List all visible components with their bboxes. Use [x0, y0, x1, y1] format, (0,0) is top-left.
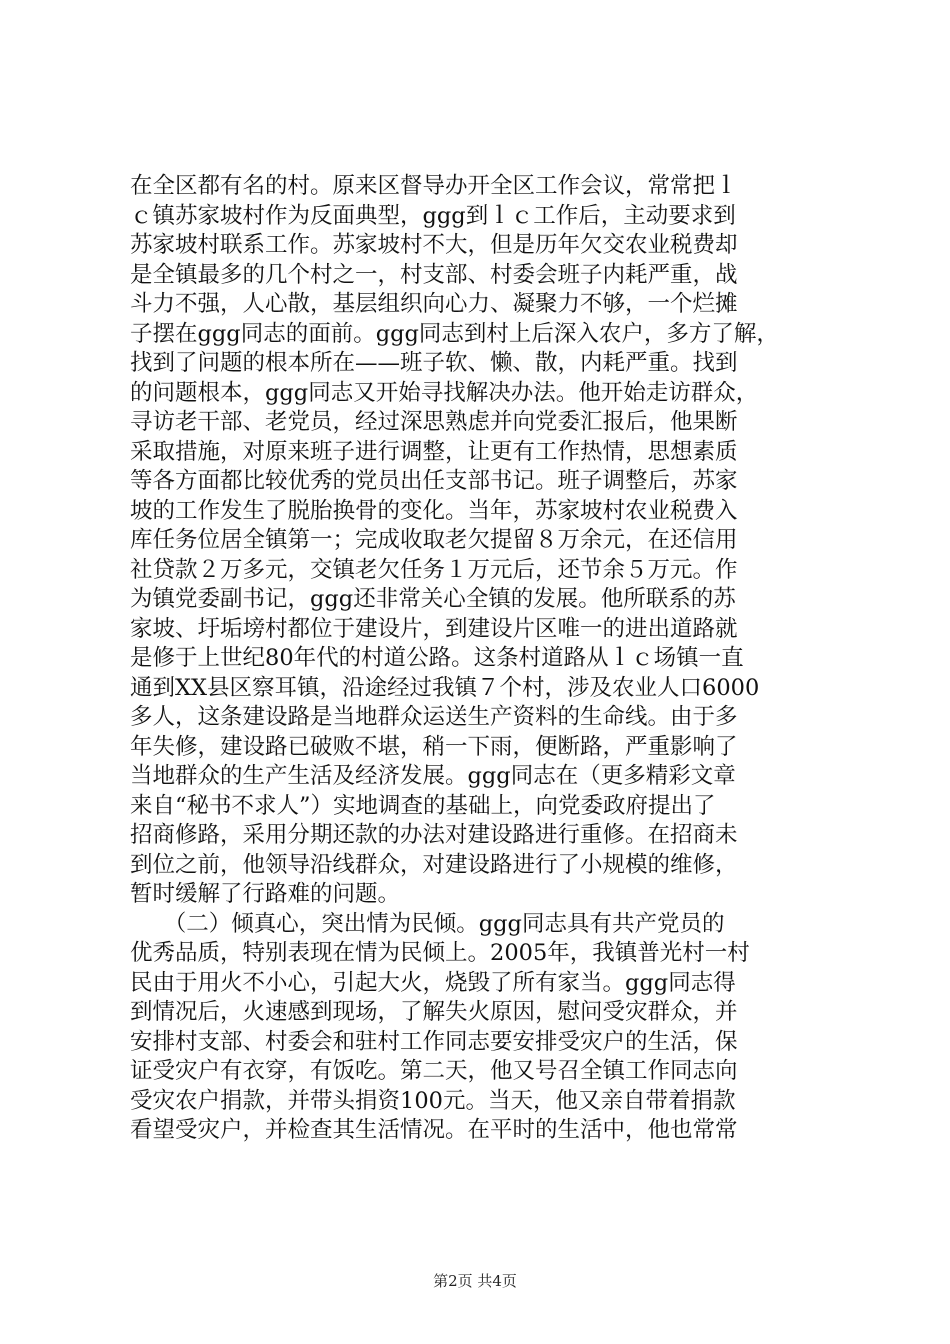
text-line: 找到了问题的根本所在——班子软、懒、散，内耗严重。找到 — [130, 350, 738, 376]
text-line: 通到XX县区察耳镇，沿途经过我镇７个村，涉及农业人口6000 — [130, 674, 760, 701]
text-line: 暂时缓解了行路难的问题。 — [130, 881, 401, 907]
text-line: 到情况后，火速感到现场，了解失火原因，慰问受灾群众，并 — [130, 999, 738, 1025]
text-line: 是全镇最多的几个村之一，村支部、村委会班子内耗严重，战 — [130, 261, 738, 288]
text-line: 苏家坡村联系工作。苏家坡村不大，但是历年欠交农业税费却 — [130, 232, 738, 258]
text-line: 家坡、圩垢塝村都位于建设片，到建设片区唯一的进出道路就 — [130, 615, 738, 642]
document-body — [130, 172, 830, 1146]
text-line: 多人，这条建设路是当地群众运送生产资料的生命线。由于多 — [130, 704, 738, 730]
text-line: 寻访老干部、老党员，经过深思熟虑并向党委汇报后，他果断 — [130, 409, 738, 435]
text-line: （二）倾真心，突出情为民倾。ggg同志具有共产党员的 — [130, 910, 725, 937]
text-line: 等各方面都比较优秀的党员出任支部书记。班子调整后，苏家 — [130, 468, 738, 494]
page-footer: 第2页 共4页 — [433, 1272, 517, 1290]
text-line: 安排村支部、村委会和驻村工作同志要安排受灾户的生活，保 — [130, 1028, 738, 1055]
text-line: ｃ镇苏家坡村作为反面典型，ggg到ｌｃ工作后，主动要求到 — [130, 202, 736, 229]
text-line: 的问题根本，ggg同志又开始寻找解决办法。他开始走访群众， — [130, 379, 759, 406]
text-line: 受灾农户捐款，并带头捐资100元。当天，他又亲自带着捐款 — [130, 1087, 736, 1114]
text-line: 子摆在ggg同志的面前。ggg同志到村上后深入农户，多方了解， — [130, 320, 779, 347]
text-line: 斗力不强，人心散，基层组织向心力、凝聚力不够，一个烂摊 — [130, 291, 738, 317]
text-line: 为镇党委副书记，ggg还非常关心全镇的发展。他所联系的苏 — [130, 586, 736, 612]
text-line: 采取措施，对原来班子进行调整，让更有工作热情，思想素质 — [130, 438, 738, 465]
text-line: 招商修路，采用分期还款的办法对建设路进行重修。在招商未 — [130, 822, 738, 848]
text-line: 社贷款２万多元，交镇老欠任务１万元后，还节余５万元。作 — [130, 556, 738, 583]
text-line: 证受灾户有衣穿，有饭吃。第二天，他又号召全镇工作同志向 — [130, 1058, 738, 1084]
text-line: 来自“秘书不求人”）实地调查的基础上，向党委政府提出了 — [130, 792, 716, 819]
text-line: 优秀品质，特别表现在情为民倾上。2005年，我镇普光村一村 — [130, 940, 750, 966]
text-line: 是修于上世纪80年代的村道公路。这条村道路从ｌｃ场镇一直 — [130, 645, 744, 671]
text-line: 在全区都有名的村。原来区督导办开全区工作会议，常常把ｌ — [130, 173, 738, 199]
text-line: 看望受灾户，并检查其生活情况。在平时的生活中，他也常常 — [130, 1117, 738, 1143]
text-line: 库任务位居全镇第一；完成收取老欠提留８万余元，在还信用 — [130, 527, 738, 553]
text-line: 坡的工作发生了脱胎换骨的变化。当年，苏家坡村农业税费入 — [130, 497, 738, 524]
text-line: 到位之前，他领导沿线群众，对建设路进行了小规模的维修， — [130, 851, 738, 878]
text-line: 当地群众的生产生活及经济发展。ggg同志在（更多精彩文章 — [130, 763, 736, 789]
text-line: 年失修，建设路已破败不堪，稍一下雨，便断路，严重影响了 — [130, 733, 738, 760]
text-line: 民由于用火不小心，引起大火，烧毁了所有家当。ggg同志得 — [130, 969, 736, 996]
